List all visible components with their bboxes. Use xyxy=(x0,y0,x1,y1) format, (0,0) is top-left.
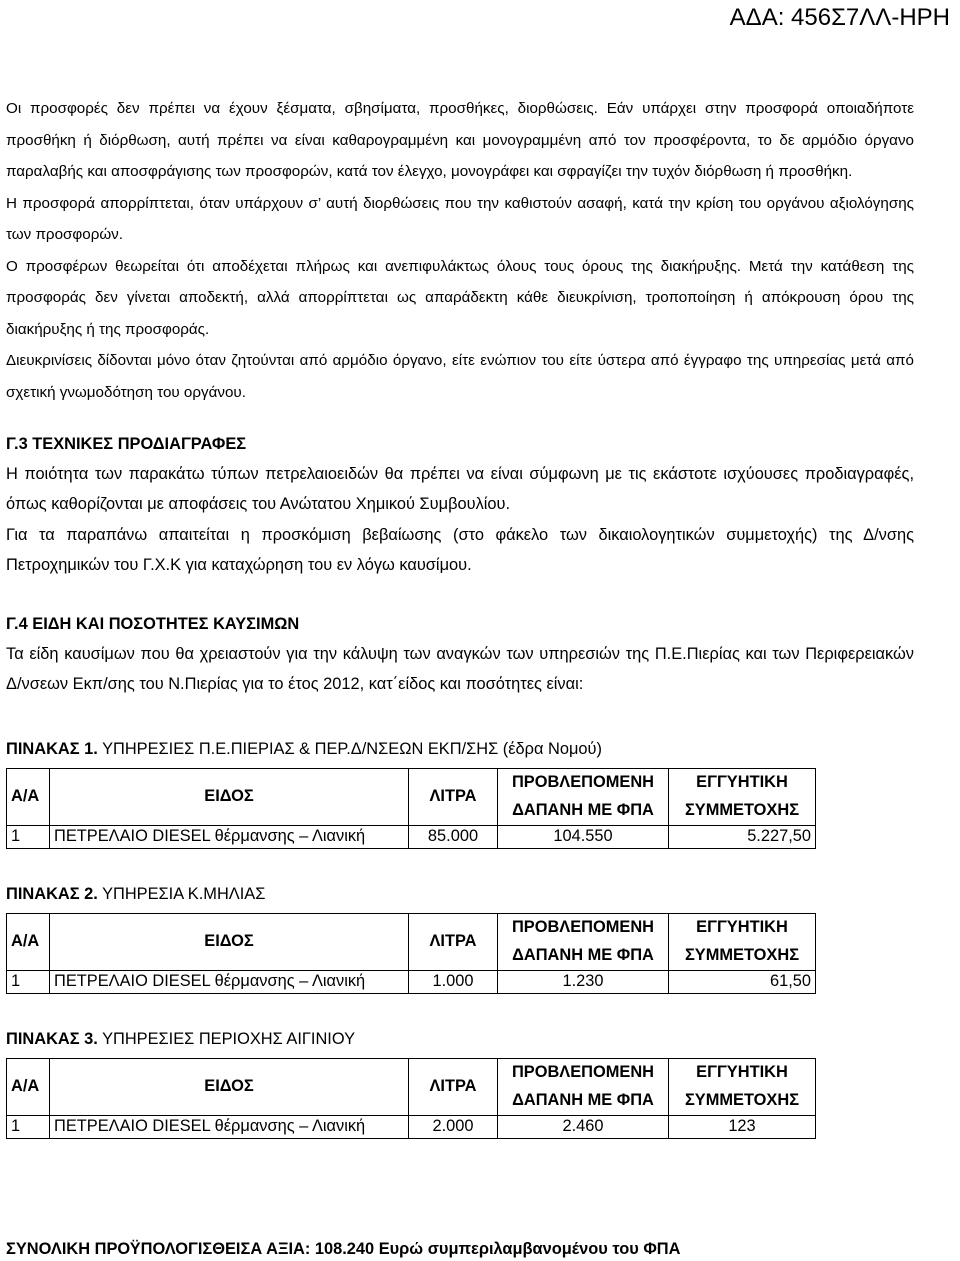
header-litra: ΛΙΤΡΑ xyxy=(429,787,477,806)
cell-dapani: 1.230 xyxy=(498,970,669,993)
header-eidos: ΕΙΔΟΣ xyxy=(204,787,254,806)
table-title-text: ΥΠΗΡΕΣΙΕΣ ΠΕΡΙΟΧΗΣ ΑΙΓΙΝΙΟΥ xyxy=(97,1029,356,1048)
header-provlepomeni: ΠΡΟΒΛΕΠΟΜΕΝΗ xyxy=(511,773,655,792)
cell-engyisi: 5.227,50 xyxy=(669,825,816,848)
table-row xyxy=(7,1115,816,1138)
cell-engyisi: 61,50 xyxy=(669,970,816,993)
paragraph-acceptance: Ο προσφέρων θεωρείται ότι αποδέχεται πλήρως και ανεπιφυλάκτως όλους τους όρους της διακήρυξης. Μετά την κατάθεση της προσφοράς δεν γίνεται αποδεκτή, αλλά απορρίπτεται ως απαράδεκτη κάθε διευκρίνιση, τροποποίηση ή απόκρουση όρου της διακήρυξης ή της προσφοράς. xyxy=(6,257,914,338)
header-litra: ΛΙΤΡΑ xyxy=(429,932,477,951)
heading-fuel-types: Γ.4 ΕΙΔΗ ΚΑΙ ΠΟΣΟΤΗΤΕΣ ΚΑΥΣΙΜΩΝ xyxy=(6,615,300,634)
header-aa: Α/Α xyxy=(11,787,40,806)
table-label: ΠΙΝΑΚΑΣ 2. xyxy=(6,884,98,903)
header-litra: ΛΙΤΡΑ xyxy=(429,1077,477,1096)
paragraph-quality: Η ποιότητα των παρακάτω τύπων πετρελαιοειδών θα πρέπει να είναι σύμφωνη με τις εκάστοτε ισχύουσες προδιαγραφές, όπως καθορίζονται με αποφάσεις του Ανώτατου Χημικού Συμβουλίου. xyxy=(6,465,914,514)
cell-aa: 1 xyxy=(7,825,50,848)
paragraph-clarifications: Διευκρινίσεις δίδονται μόνο όταν ζητούνται από αρμόδιο όργανο, είτε ενώπιον του είτε ύστερα από έγγραφο της υπηρεσίας μετά από σχετική γνωμοδότηση του οργάνου. xyxy=(6,352,914,401)
table-title-text: ΥΠΗΡΕΣΙΑ Κ.ΜΗΛΙΑΣ xyxy=(97,884,266,903)
document-body xyxy=(6,93,914,1139)
header-symmetoxis: ΣΥΜΜΕΤΟΧΗΣ xyxy=(684,801,800,820)
header-dapani: ΔΑΠΑΝΗ ΜΕ ΦΠΑ xyxy=(512,1091,654,1110)
header-dapani: ΔΑΠΑΝΗ ΜΕ ΦΠΑ xyxy=(512,946,654,965)
header-eidos: ΕΙΔΟΣ xyxy=(204,1077,254,1096)
header-engyitiki: ΕΓΓΥΗΤΙΚΗ xyxy=(696,773,788,792)
header-engyitiki: ΕΓΓΥΗΤΙΚΗ xyxy=(696,918,788,937)
header-aa: Α/Α xyxy=(11,932,40,951)
header-aa: Α/Α xyxy=(11,1077,40,1096)
cell-eidos: ΠΕΤΡΕΛΑΙΟ DIESEL θέρμανσης – Λιανική xyxy=(50,1115,409,1138)
cell-engyisi: 123 xyxy=(669,1115,816,1138)
header-provlepomeni: ΠΡΟΒΛΕΠΟΜΕΝΗ xyxy=(511,1063,655,1082)
fuel-table-2 xyxy=(6,913,816,994)
table-row xyxy=(7,970,816,993)
paragraph-fuel-needs: Τα είδη καυσίμων που θα χρειαστούν για την κάλυψη των αναγκών των υπηρεσιών της Π.Ε.Πιερίας και των Περιφερειακών Δ/νσεων Εκπ/σης του Ν.Πιερίας για το έτος 2012, κατ΄είδος και ποσότητες είναι: xyxy=(6,645,914,694)
cell-dapani: 104.550 xyxy=(498,825,669,848)
cell-litra: 85.000 xyxy=(409,825,498,848)
cell-litra: 1.000 xyxy=(409,970,498,993)
header-dapani: ΔΑΠΑΝΗ ΜΕ ΦΠΑ xyxy=(512,801,654,820)
table-label: ΠΙΝΑΚΑΣ 3. xyxy=(6,1029,98,1048)
cell-aa: 1 xyxy=(7,970,50,993)
table-title-2 xyxy=(6,883,914,905)
header-symmetoxis: ΣΥΜΜΕΤΟΧΗΣ xyxy=(684,946,800,965)
header-engyitiki: ΕΓΓΥΗΤΙΚΗ xyxy=(696,1063,788,1082)
header-symmetoxis: ΣΥΜΜΕΤΟΧΗΣ xyxy=(684,1091,800,1110)
header-eidos: ΕΙΔΟΣ xyxy=(204,932,254,951)
ada-code: ΑΔΑ: 456Σ7ΛΛ-ΗΡΗ xyxy=(729,4,950,31)
cell-dapani: 2.460 xyxy=(498,1115,669,1138)
table-title-text: ΥΠΗΡΕΣΙΕΣ Π.Ε.ΠΙΕΡΙΑΣ & ΠΕΡ.Δ/ΝΣΕΩΝ ΕΚΠ/ΣΗΣ (έδρα Νομού) xyxy=(97,739,602,758)
cell-litra: 2.000 xyxy=(409,1115,498,1138)
fuel-table-1 xyxy=(6,768,816,849)
heading-technical-specs: Γ.3 ΤΕΧΝΙΚΕΣ ΠΡΟΔΙΑΓΡΑΦΕΣ xyxy=(6,435,247,453)
paragraph-certification: Για τα παραπάνω απαιτείται η προσκόμιση βεβαίωσης (στο φάκελο των δικαιολογητικών συμμετοχής) της Δ/νσης Πετροχημικών του Γ.Χ.Κ για καταχώρηση του εν λόγω καυσίμου. xyxy=(6,525,914,574)
paragraph-rejection: Η προσφορά απορρίπτεται, όταν υπάρχουν σ’ αυτή διορθώσεις που την καθιστούν ασαφή, κατά την κρίση του οργάνου αξιολόγησης των προσφορών. xyxy=(6,194,914,243)
cell-aa: 1 xyxy=(7,1115,50,1138)
cell-eidos: ΠΕΤΡΕΛΑΙΟ DIESEL θέρμανσης – Λιανική xyxy=(50,970,409,993)
header-provlepomeni: ΠΡΟΒΛΕΠΟΜΕΝΗ xyxy=(511,918,655,937)
table-label: ΠΙΝΑΚΑΣ 1. xyxy=(6,739,98,758)
total-budget: ΣΥΝΟΛΙΚΗ ΠΡΟΫΠΟΛΟΓΙΣΘΕΙΣΑ ΑΞΙΑ: 108.240 Ευρώ συμπεριλαμβανομένου του ΦΠΑ xyxy=(6,1240,681,1258)
table-title-1 xyxy=(6,738,914,760)
table-row xyxy=(7,825,816,848)
paragraph-corrections: Οι προσφορές δεν πρέπει να έχουν ξέσματα, σβησίματα, προσθήκες, διορθώσεις. Εάν υπάρχει στην προσφορά οποιαδήποτε προσθήκη ή διόρθωση, αυτή πρέπει να είναι καθαρογραμμένη και μονογραμμένη από τον προσφέροντα, το δε αρμόδιο όργανο παραλαβής και αποσφράγισης των προσφορών, κατά τον έλεγχο, μονογράφει και σφραγίζει την τυχόν διόρθωση ή προσθήκη. xyxy=(6,100,914,180)
cell-eidos: ΠΕΤΡΕΛΑΙΟ DIESEL θέρμανσης – Λιανική xyxy=(50,825,409,848)
fuel-table-3 xyxy=(6,1058,816,1139)
table-title-3 xyxy=(6,1028,914,1050)
